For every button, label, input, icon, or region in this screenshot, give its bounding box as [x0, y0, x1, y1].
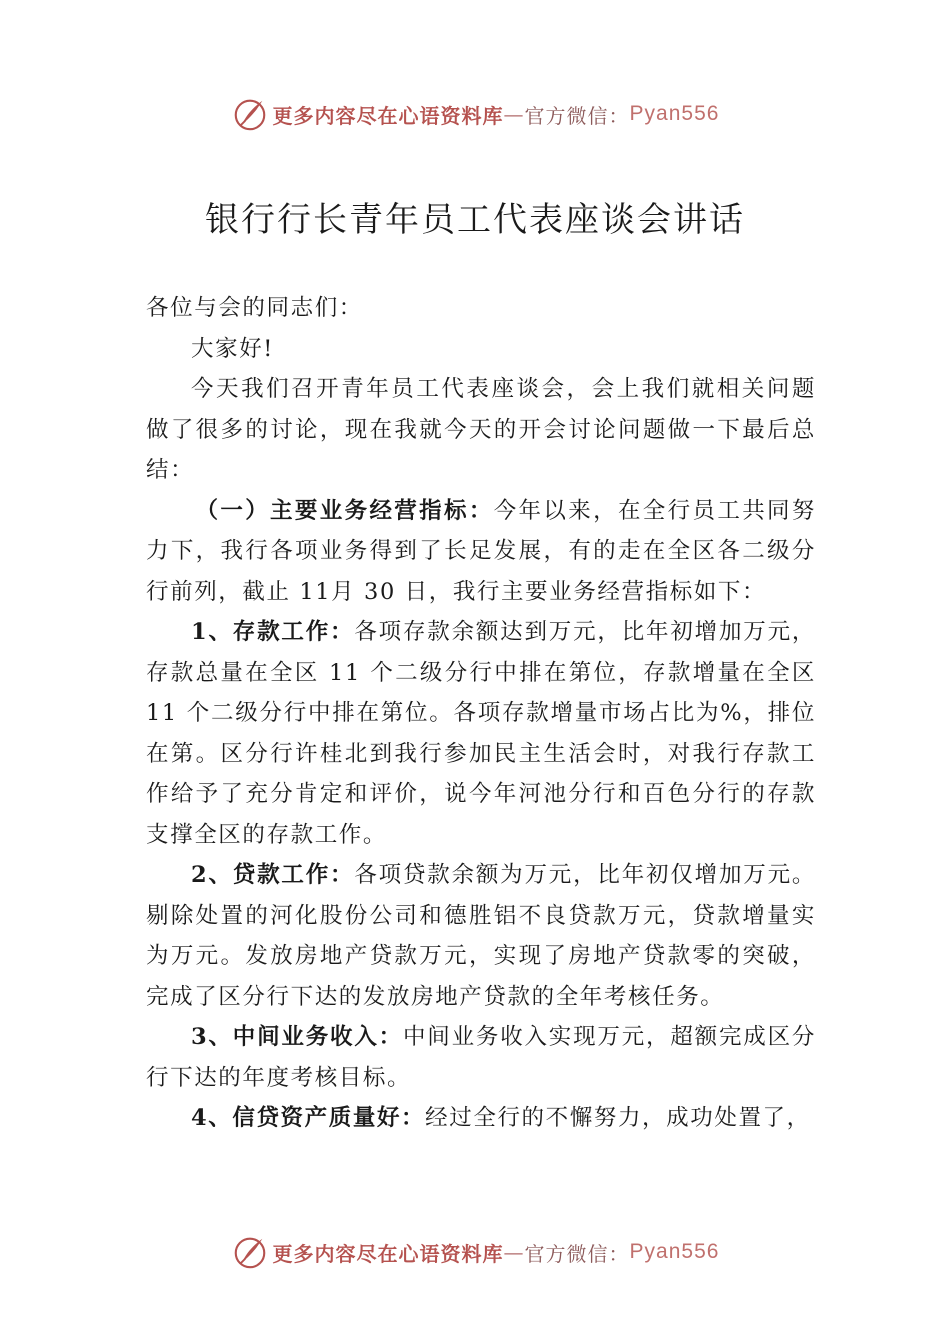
item1-paragraph — [146, 612, 816, 855]
footer-banner — [0, 1230, 950, 1274]
item4-text: 经过全行的不懈努力，成功处置了， — [425, 1105, 811, 1131]
item3-paragraph — [146, 1017, 816, 1098]
section1-text: 今年以来，在全行员工共同努力下，我行各项业务得到了长足发展，有的走在全区各二级分行前列，截止 11月 30 日，我行主要业务经营指标如下： — [146, 497, 816, 605]
salutation: 各位与会的同志们： — [146, 295, 363, 321]
banner-wechat-label: 官方微信： — [524, 103, 630, 128]
item1-heading: 1、存款工作： — [191, 619, 355, 645]
section1-paragraph — [146, 491, 816, 613]
footer-wechat-label: 官方微信： — [524, 1241, 630, 1266]
item3-heading: 3、中间业务收入： — [191, 1024, 403, 1050]
greeting: 大家好! — [191, 335, 274, 362]
document-title: 银行行长青年员工代表座谈会讲话 — [205, 200, 745, 240]
item3-text: 中间业务收入实现万元，超额完成区分行下达的年度考核目标。 — [146, 1024, 817, 1091]
intro-paragraph: 今天我们召开青年员工代表座谈会，会上我们就相关问题做了很多的讨论，现在我就今天的开会讨论问题做一下最后总结： — [146, 376, 816, 483]
item1-text: 各项存款余额达到万元，比年初增加万元， 存款总量在全区 11 个二级分行中排在第位，存款增量在全区 11 个二级分行中排在第位。各项存款增量市场占比为%，排位在第。区分行许桂北到我行参加民主生活会时，对我行存款工作给予了充分肯定和评价，说今年河池分行和百色分行的存款支撑全区的存款工作。 — [146, 619, 816, 848]
item2-heading: 2、贷款工作： — [191, 862, 355, 888]
footer-separator: — — [503, 1240, 525, 1264]
item2-paragraph — [146, 855, 816, 1017]
footer-brand: 更多内容尽在心语资料库 — [272, 1241, 504, 1266]
quill-pen-logo-icon — [231, 95, 269, 133]
footer-account: Pyan556 — [629, 1240, 720, 1263]
section1-heading: （一）主要业务经营指标： — [195, 497, 494, 524]
item2-text: 各项贷款余额为万元，比年初仅增加万元。剔除处置的河化股份公司和德胜铝不良贷款万元，贷款增量实为万元。发放房地产贷款万元，实现了房地产贷款零的突破，完成了区分行下达的发放房地产贷款的全年考核任务。 — [146, 862, 816, 1010]
banner-brand: 更多内容尽在心语资料库 — [272, 103, 504, 128]
header-banner — [0, 92, 950, 136]
document-body — [146, 288, 816, 1139]
banner-separator: — — [503, 102, 525, 126]
item4-heading: 4、信贷资产质量好： — [191, 1105, 426, 1131]
item4-paragraph — [146, 1098, 816, 1139]
quill-pen-logo-icon — [231, 1233, 269, 1271]
banner-account: Pyan556 — [629, 102, 720, 125]
